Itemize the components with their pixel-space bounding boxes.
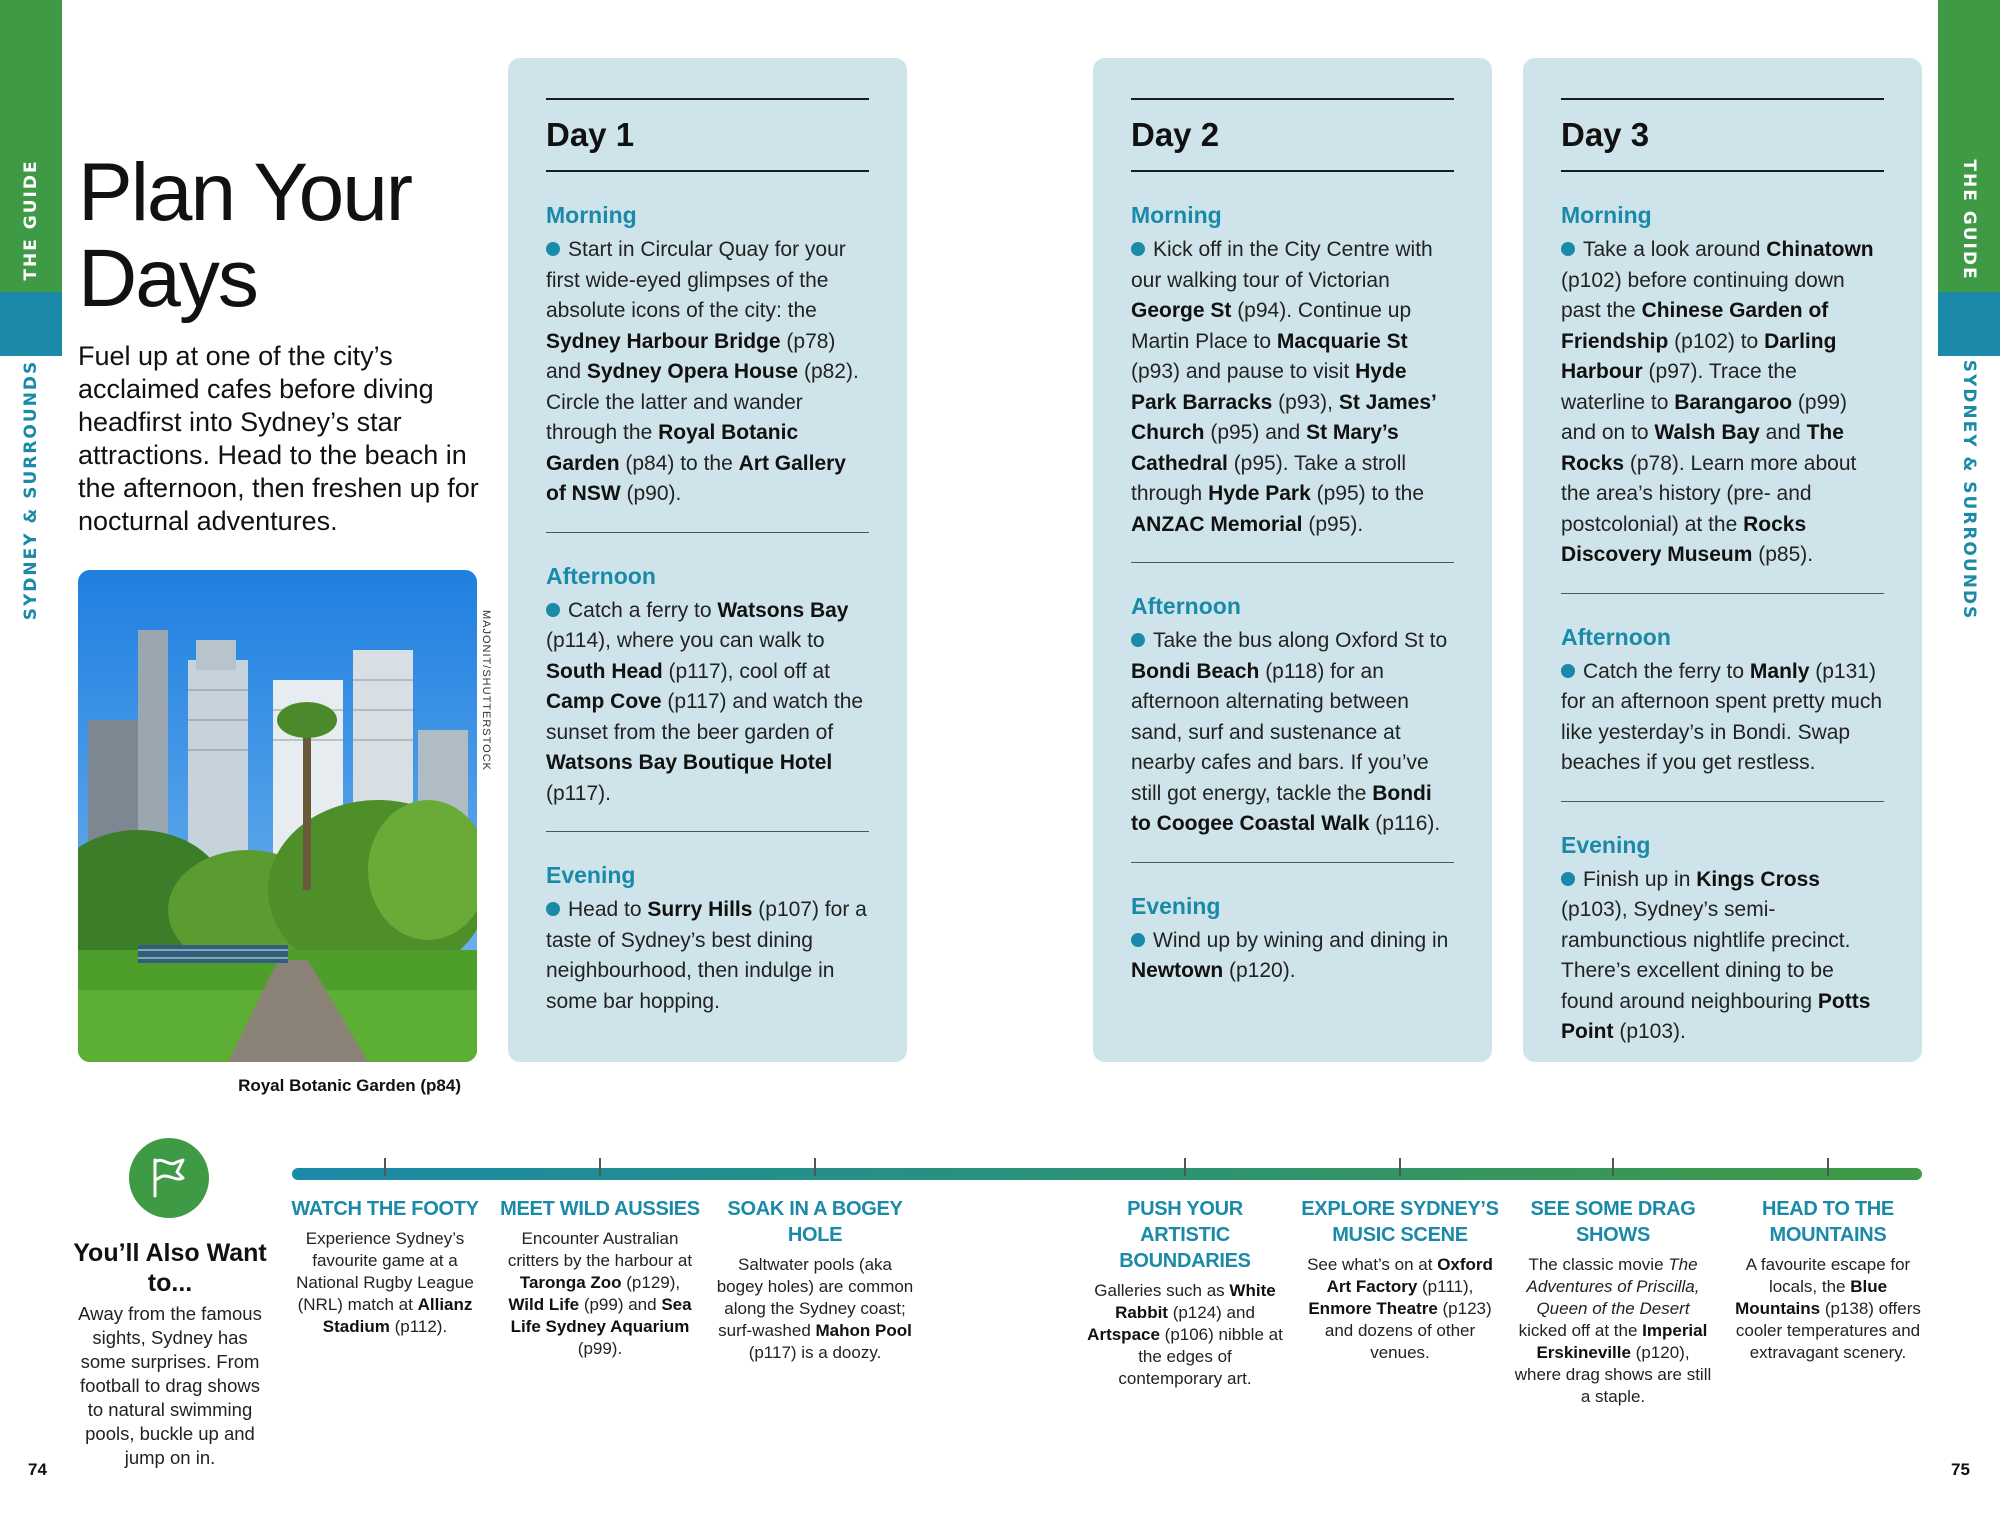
text-segment: Kick off in the City Centre with our walking tour of Victorian bbox=[1131, 238, 1433, 292]
place-name: Blue Mountains bbox=[1735, 1277, 1888, 1318]
text-segment: (p112). bbox=[389, 1317, 448, 1336]
text-segment: (p102) before continuing down past the bbox=[1561, 268, 1845, 322]
timeline-tick bbox=[1612, 1158, 1614, 1176]
also-item-title: SEE SOME DRAG SHOWS bbox=[1530, 1198, 1696, 1246]
period-text bbox=[1561, 235, 1884, 571]
timeline-tick bbox=[1184, 1158, 1186, 1176]
place-name: Surry Hills bbox=[647, 898, 753, 921]
bullet-dot-icon bbox=[1131, 933, 1145, 947]
text-segment: Take the bus along Oxford St to bbox=[1153, 629, 1448, 652]
day-title: Day 1 bbox=[546, 116, 869, 172]
text-segment: (p94). Continue up Martin Place to bbox=[1131, 299, 1412, 353]
period-text bbox=[1131, 926, 1454, 987]
day-title: Day 2 bbox=[1131, 116, 1454, 172]
text-segment: (p118) for an afternoon alternating between sand, surf and sustenance at nearby cafes and bars. If you’ve still got energy, tackle the bbox=[1131, 659, 1429, 805]
text-segment: (p120). bbox=[1223, 959, 1296, 982]
period-text bbox=[546, 895, 869, 1017]
text-segment: Start in Circular Quay for your first wide-eyed glimpses of the absolute icons of the city: the bbox=[546, 238, 846, 322]
also-item bbox=[715, 1196, 915, 1364]
text-segment: (p85). bbox=[1752, 543, 1814, 566]
text-segment: Galleries such as bbox=[1094, 1281, 1230, 1300]
place-name: Hyde Park bbox=[1208, 482, 1311, 505]
day-card-1 bbox=[508, 58, 907, 1062]
place-name: Oxford Art Factory bbox=[1326, 1255, 1493, 1296]
text-segment: The classic movie bbox=[1528, 1255, 1669, 1274]
region-tab-label: SYDNEY & SURROUNDS bbox=[21, 359, 41, 621]
also-item-text bbox=[1300, 1254, 1500, 1364]
also-item-title: PUSH YOUR ARTISTIC BOUNDARIES bbox=[1119, 1198, 1251, 1272]
text-segment: and bbox=[1759, 421, 1807, 444]
text-segment: (p93) and pause to visit bbox=[1131, 360, 1356, 383]
period-divider bbox=[1131, 562, 1454, 563]
place-name: Sydney Opera House bbox=[586, 360, 799, 383]
place-name: George St bbox=[1131, 299, 1232, 322]
text-segment: (p102) to bbox=[1668, 329, 1765, 353]
period-label: Morning bbox=[1131, 202, 1222, 228]
period-label: Evening bbox=[1131, 892, 1221, 919]
text-segment: (p117), cool off at bbox=[662, 659, 830, 683]
place-name: South Head bbox=[546, 659, 663, 683]
flag-icon bbox=[129, 1138, 209, 1218]
place-name: Chinese Garden of Friendship bbox=[1561, 299, 1829, 353]
period-label: Evening bbox=[1561, 831, 1651, 858]
place-name: Rocks Discovery Museum bbox=[1561, 512, 1807, 566]
also-item-title: EXPLORE SYDNEY’S MUSIC SCENE bbox=[1301, 1198, 1499, 1246]
photo-credit: MAJONIT/SHUTTERSTOCK bbox=[480, 610, 492, 771]
text-segment: (p93), bbox=[1272, 390, 1339, 414]
text-segment: (p103). bbox=[1613, 1020, 1686, 1043]
text-segment: (p99). bbox=[577, 1339, 623, 1358]
place-name: Art Gallery of NSW bbox=[546, 451, 846, 505]
text-segment: Catch a ferry to bbox=[568, 598, 718, 622]
also-item-title: MEET WILD AUSSIES bbox=[500, 1198, 700, 1220]
period-text bbox=[546, 235, 869, 510]
rule-line bbox=[546, 98, 869, 100]
day-title: Day 3 bbox=[1561, 116, 1884, 172]
period-label: Afternoon bbox=[1561, 623, 1671, 650]
text-segment: (p117) and watch the sunset from the beer garden of bbox=[546, 690, 864, 744]
period-divider bbox=[1561, 593, 1884, 594]
timeline-tick bbox=[384, 1158, 386, 1176]
also-item bbox=[500, 1196, 700, 1360]
period-morning bbox=[1131, 202, 1454, 540]
text-segment: The Adventures of Priscilla, Queen of the Desert bbox=[1526, 1255, 1700, 1318]
also-item bbox=[285, 1196, 485, 1338]
also-item-title: HEAD TO THE MOUNTAINS bbox=[1762, 1198, 1894, 1246]
text-segment: (p117) is a doozy. bbox=[748, 1343, 882, 1362]
royal-botanic-garden-photo bbox=[78, 570, 477, 1062]
text-segment: (p138) offers cooler temperatures and extravagant scenery. bbox=[1735, 1299, 1921, 1362]
text-segment: (p107) for a taste of Sydney’s best dining neighbourhood, then indulge in some bar hopping. bbox=[546, 898, 867, 1013]
place-name: Royal Botanic Garden bbox=[546, 421, 799, 475]
left-section-tab bbox=[0, 0, 62, 621]
rule-line bbox=[1131, 98, 1454, 100]
text-segment: (p106) nibble at the edges of contemporary art. bbox=[1118, 1325, 1283, 1388]
place-name: St Mary’s Cathedral bbox=[1131, 421, 1399, 475]
place-name: ANZAC Memorial bbox=[1131, 512, 1303, 536]
page-number-left: 74 bbox=[28, 1460, 47, 1479]
place-name: Macquarie St bbox=[1276, 329, 1408, 353]
page-title-line2: Days bbox=[78, 233, 257, 324]
page-title bbox=[78, 147, 412, 324]
place-name: The Rocks bbox=[1561, 421, 1844, 475]
text-segment: (p95) to the bbox=[1310, 482, 1425, 505]
period-afternoon bbox=[1131, 593, 1454, 840]
text-segment: (p114), where you can walk to bbox=[546, 629, 825, 652]
place-name: Taronga Zoo bbox=[519, 1273, 622, 1292]
place-name: Wild Life bbox=[508, 1295, 580, 1314]
bullet-dot-icon bbox=[1131, 242, 1145, 256]
text-segment: (p90). bbox=[620, 482, 682, 505]
place-name: Watsons Bay Boutique Hotel bbox=[546, 751, 833, 774]
text-segment: (p117). bbox=[546, 781, 611, 805]
text-segment: Wind up by wining and dining in bbox=[1153, 928, 1449, 952]
period-text bbox=[1131, 626, 1454, 840]
period-morning bbox=[546, 202, 869, 510]
text-segment: (p116). bbox=[1369, 812, 1441, 835]
rule-line bbox=[1561, 98, 1884, 100]
intro-paragraph: Fuel up at one of the city’s acclaimed cafes before diving headfirst into Sydney’s star attractions. Head to the beach in the afternoon, then freshen up for nocturnal adventures. bbox=[78, 341, 479, 536]
timeline-tick bbox=[1827, 1158, 1829, 1176]
place-name: Barangaroo bbox=[1674, 390, 1793, 414]
text-segment: Saltwater pools (aka bogey holes) are common along the Sydney coast; surf-washed bbox=[716, 1255, 914, 1340]
place-name: Chinatown bbox=[1766, 238, 1874, 261]
also-item-text bbox=[285, 1228, 485, 1338]
also-item bbox=[1513, 1196, 1713, 1408]
period-label: Afternoon bbox=[546, 562, 656, 589]
page-number-right: 75 bbox=[1951, 1460, 1970, 1479]
text-segment: (p123) and dozens of other venues. bbox=[1324, 1299, 1492, 1362]
period-evening bbox=[546, 862, 869, 1017]
period-text bbox=[1561, 657, 1884, 779]
period-divider bbox=[546, 532, 869, 533]
bullet-dot-icon bbox=[546, 603, 560, 617]
place-name: Bondi Beach bbox=[1131, 659, 1260, 683]
text-segment: (p103), Sydney’s semi-rambunctious nightlife precinct. There’s excellent dining to be found around neighbouring bbox=[1561, 898, 1851, 1013]
also-item bbox=[1085, 1196, 1285, 1390]
period-evening bbox=[1131, 893, 1454, 987]
also-item bbox=[1728, 1196, 1928, 1364]
text-segment: (p99) and on to bbox=[1561, 390, 1847, 444]
also-item-title: WATCH THE FOOTY bbox=[291, 1198, 479, 1220]
period-afternoon bbox=[1561, 624, 1884, 779]
also-item-text bbox=[1085, 1280, 1285, 1390]
also-item-text bbox=[500, 1228, 700, 1360]
text-segment: Take a look around bbox=[1583, 238, 1767, 261]
period-divider bbox=[1131, 862, 1454, 863]
also-item-text bbox=[1728, 1254, 1928, 1364]
text-segment: (p95). bbox=[1302, 512, 1364, 536]
bullet-dot-icon bbox=[1131, 633, 1145, 647]
text-segment: See what’s on at bbox=[1307, 1255, 1438, 1274]
period-text bbox=[1561, 865, 1884, 1048]
bullet-dot-icon bbox=[546, 242, 560, 256]
also-item-text bbox=[1513, 1254, 1713, 1408]
place-name: Walsh Bay bbox=[1654, 421, 1760, 444]
place-name: White Rabbit bbox=[1115, 1281, 1276, 1322]
period-text bbox=[1131, 235, 1454, 540]
text-segment: Catch the ferry to bbox=[1583, 659, 1750, 683]
period-evening bbox=[1561, 832, 1884, 1048]
photo-caption: Royal Botanic Garden (p84) bbox=[238, 1076, 461, 1095]
also-item-text bbox=[715, 1254, 915, 1364]
region-tab-label: SYDNEY & SURROUNDS bbox=[1959, 359, 1979, 621]
place-name: Hyde Park Barracks bbox=[1131, 360, 1407, 414]
place-name: Imperial Erskineville bbox=[1536, 1321, 1708, 1362]
text-segment: (p99) and bbox=[579, 1295, 662, 1314]
place-name: Bondi to Coogee Coastal Walk bbox=[1131, 781, 1432, 835]
place-name: Artspace bbox=[1087, 1325, 1160, 1344]
place-name: Newtown bbox=[1131, 959, 1224, 982]
text-segment: Head to bbox=[568, 898, 648, 921]
place-name: Mahon Pool bbox=[815, 1321, 912, 1340]
guide-tab-label: THE GUIDE bbox=[1959, 159, 1979, 281]
place-name: Camp Cove bbox=[546, 690, 662, 713]
place-name: Allianz Stadium bbox=[322, 1295, 473, 1336]
text-segment: (p78). Learn more about the area’s history (pre- and postcolonial) at the bbox=[1561, 451, 1857, 536]
also-title: You’ll Also Want to... bbox=[73, 1239, 267, 1297]
text-segment: Finish up in bbox=[1583, 867, 1697, 891]
period-label: Evening bbox=[546, 862, 636, 888]
timeline-tick bbox=[1399, 1158, 1401, 1176]
region-tab-block bbox=[0, 292, 62, 356]
text-segment: kicked off at the bbox=[1518, 1321, 1643, 1340]
text-segment: (p78) and bbox=[546, 329, 836, 383]
place-name: Darling Harbour bbox=[1561, 329, 1837, 383]
text-segment: (p131) for an afternoon spent pretty much like yesterday’s in Bondi. Swap beaches if you get restless. bbox=[1561, 659, 1883, 774]
place-name: Kings Cross bbox=[1696, 867, 1820, 891]
text-segment: A favourite escape for locals, the bbox=[1745, 1255, 1911, 1296]
period-label: Morning bbox=[546, 202, 637, 228]
period-divider bbox=[546, 831, 869, 832]
period-morning bbox=[1561, 202, 1884, 571]
bullet-dot-icon bbox=[1561, 242, 1575, 256]
text-segment: Experience Sydney’s favourite game at a National Rugby League (NRL) match at bbox=[296, 1229, 474, 1314]
place-name: Potts Point bbox=[1561, 989, 1871, 1043]
place-name: Manly bbox=[1749, 659, 1810, 683]
place-name: St James’ Church bbox=[1131, 390, 1436, 444]
day-card-3 bbox=[1523, 58, 1922, 1062]
bullet-dot-icon bbox=[1561, 872, 1575, 886]
text-segment: (p95). Take a stroll through bbox=[1131, 451, 1407, 505]
text-segment: (p120), where drag shows are still a staple. bbox=[1514, 1343, 1712, 1406]
right-section-tab bbox=[1938, 0, 2000, 621]
period-divider bbox=[1561, 801, 1884, 802]
text-segment: (p84) to the bbox=[619, 451, 739, 475]
place-name: Sea Life Sydney Aquarium bbox=[510, 1295, 692, 1336]
place-name: Watsons Bay bbox=[717, 598, 849, 622]
timeline-tick bbox=[814, 1158, 816, 1176]
bullet-dot-icon bbox=[546, 902, 560, 916]
also-item bbox=[1300, 1196, 1500, 1364]
place-name: Enmore Theatre bbox=[1308, 1299, 1438, 1318]
text-segment: (p82). Circle the latter and wander through the bbox=[546, 360, 859, 444]
text-segment: (p124) and bbox=[1167, 1303, 1255, 1322]
timeline-bar bbox=[292, 1168, 1922, 1180]
text-segment: (p95) and bbox=[1204, 421, 1307, 444]
text-segment: (p111), bbox=[1417, 1277, 1474, 1296]
text-segment: Encounter Australian critters by the harbour at bbox=[507, 1229, 693, 1270]
text-segment: (p97). Trace the waterline to bbox=[1561, 360, 1797, 414]
period-label: Afternoon bbox=[1131, 593, 1241, 619]
place-name: Sydney Harbour Bridge bbox=[546, 329, 781, 353]
day-card-2 bbox=[1093, 58, 1492, 1062]
bullet-dot-icon bbox=[1561, 664, 1575, 678]
also-paragraph: Away from the famous sights, Sydney has some surprises. From football to drag shows to natural swimming pools, buckle up and jump on in. bbox=[78, 1303, 262, 1468]
also-item-title: SOAK IN A BOGEY HOLE bbox=[727, 1198, 903, 1246]
period-text bbox=[546, 596, 869, 810]
region-tab-block bbox=[1938, 292, 2000, 356]
page-title-line1: Plan Your bbox=[78, 147, 412, 238]
timeline-tick bbox=[599, 1158, 601, 1176]
text-segment: (p129), bbox=[621, 1273, 681, 1292]
period-label: Morning bbox=[1561, 202, 1652, 228]
guide-tab-label: THE GUIDE bbox=[21, 159, 41, 281]
period-afternoon bbox=[546, 563, 869, 810]
